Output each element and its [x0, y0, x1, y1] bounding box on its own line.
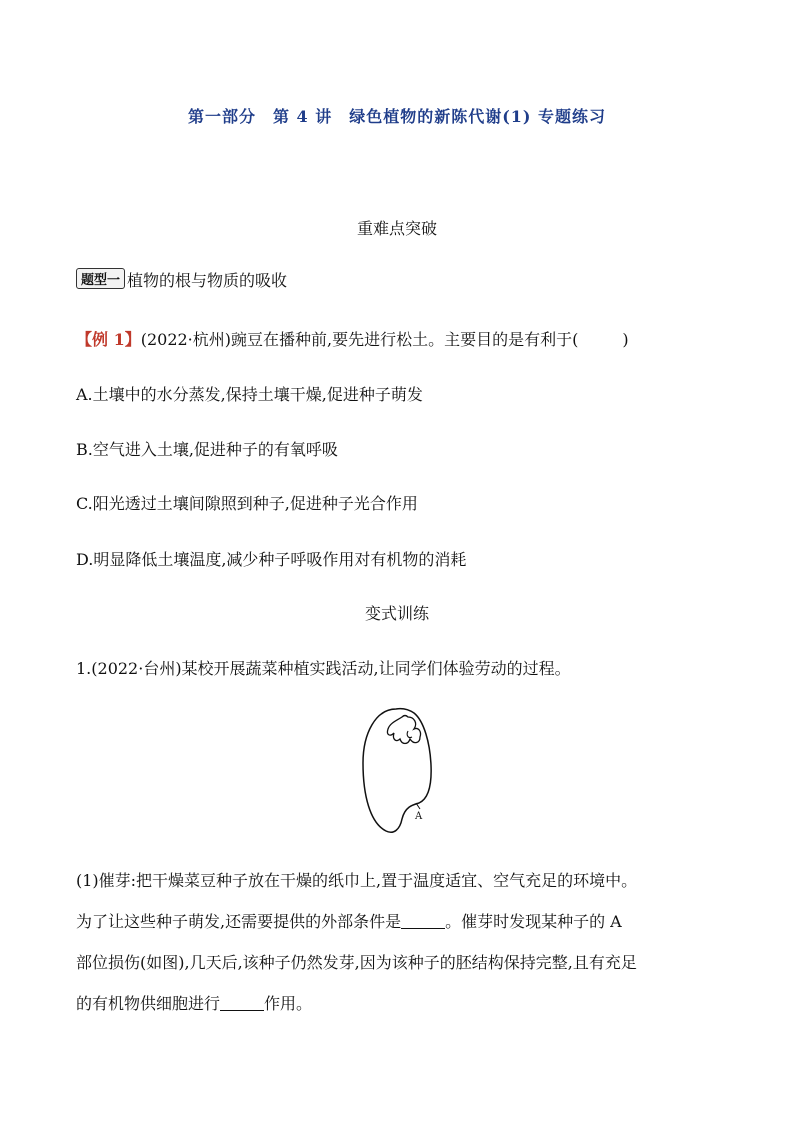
question-1-stem: 1.(2022·台州)某校开展蔬菜种植实践活动,让同学们体验劳动的过程。 [76, 659, 571, 678]
q1-row-2-post: 。催芽时发现某种子的 A [445, 912, 622, 931]
figure-label-a: A [415, 811, 423, 822]
topic-line [76, 268, 287, 291]
example-stem-close: ) [622, 330, 629, 349]
q1-row-4 [76, 983, 726, 1024]
example-tag: 【例 1】 [76, 330, 141, 349]
option-d: D.明显降低土壤温度,减少种子呼吸作用对有机物的消耗 [76, 550, 467, 569]
q1-row-2-pre: 为了让这些种子萌发,还需要提供的外部条件是 [76, 912, 402, 931]
q1-row-1: (1)催芽:把干燥菜豆种子放在干燥的纸巾上,置于温度适宜、空气充足的环境中。 [76, 871, 638, 890]
example-stem [76, 327, 629, 350]
question-1-part-1 [76, 860, 726, 1024]
section-heading: 重难点突破 [356, 219, 437, 238]
example-stem-text: (2022·杭州)豌豆在播种前,要先进行松土。主要目的是有利于( [140, 330, 579, 349]
variant-heading: 变式训练 [364, 604, 429, 623]
q1-row-4-post: 作用。 [264, 994, 313, 1013]
bean-seed-figure [356, 703, 436, 835]
option-a: A.土壤中的水分蒸发,保持土壤干燥,促进种子萌发 [76, 385, 423, 404]
embryo-curl [407, 731, 412, 738]
topic-tag: 题型一 [76, 268, 125, 289]
page-title: 第一部分 第 4 讲 绿色植物的新陈代谢(1) 专题练习 [187, 107, 607, 126]
answer-blank-1 [401, 928, 445, 929]
option-b: B.空气进入土壤,促进种子的有氧呼吸 [76, 440, 338, 459]
q1-row-2 [76, 901, 726, 942]
q1-row-3: 部位损伤(如图),几天后,该种子仍然发芽,因为该种子的胚结构保持完整,且有充足 [76, 953, 637, 972]
q1-row-4-pre: 的有机物供细胞进行 [76, 994, 221, 1013]
embryo-sketch [387, 716, 420, 744]
topic-text: 植物的根与物质的吸收 [127, 271, 288, 290]
option-c: C.阳光透过土壤间隙照到种子,促进种子光合作用 [76, 494, 418, 513]
answer-blank-2 [220, 1010, 264, 1011]
